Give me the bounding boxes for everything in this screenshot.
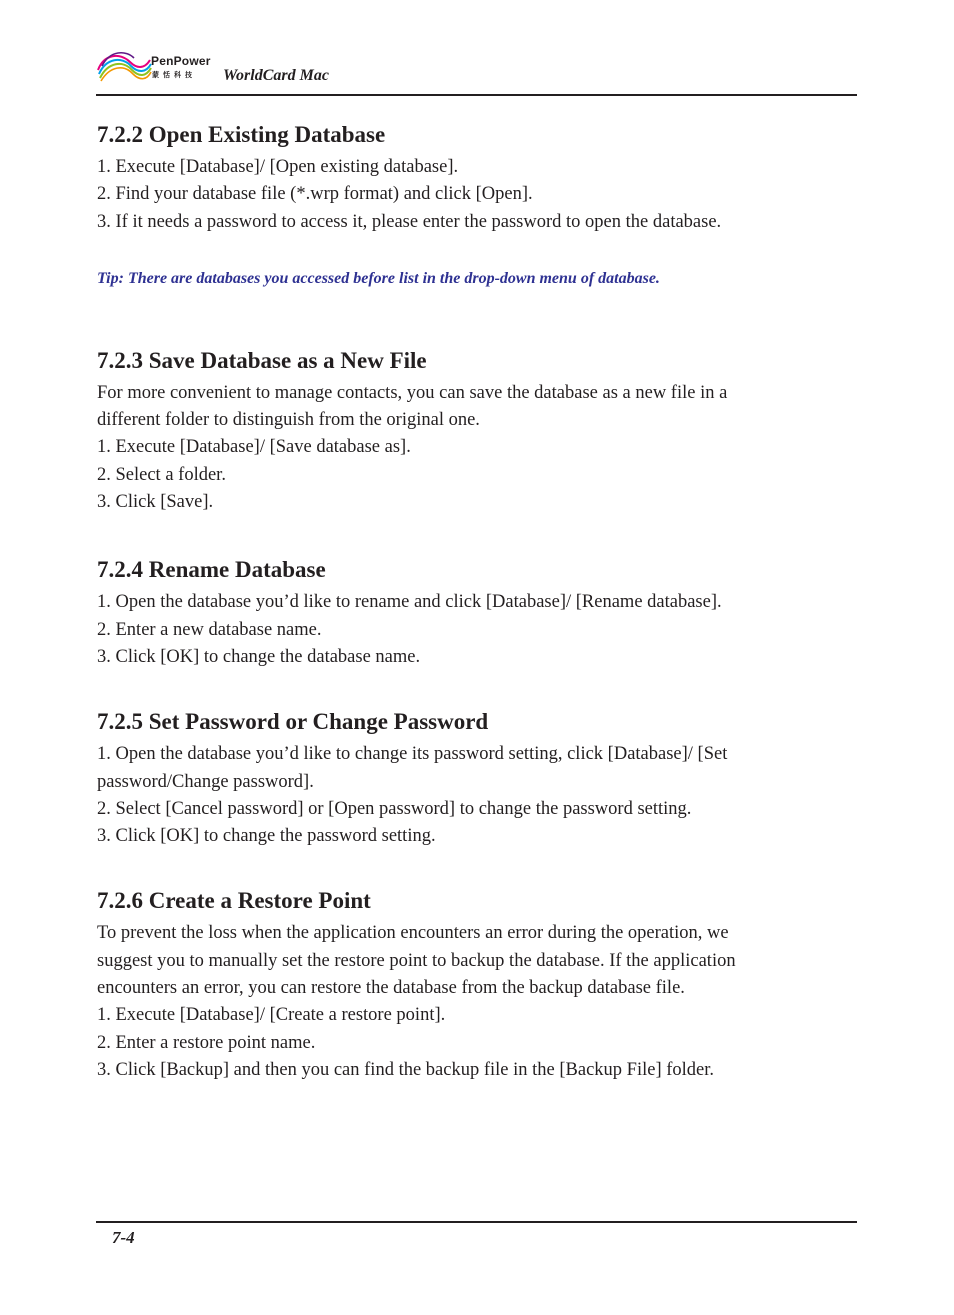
text-line: 3. Click [OK] to change the database name. — [97, 646, 421, 667]
text-line: To prevent the loss when the application encounters an error during the operation, we — [97, 923, 729, 944]
text-line: password/Change password]. — [97, 771, 314, 792]
header-title: WorldCard Mac — [223, 67, 329, 84]
section-heading: 7.2.2 Open Existing Database — [97, 122, 386, 147]
page-number: 7-4 — [112, 1228, 135, 1247]
section-set-password — [97, 707, 817, 850]
footer-divider — [96, 1221, 857, 1223]
header-divider — [96, 94, 857, 96]
text-line: 2. Select a folder. — [97, 464, 226, 485]
text-line: 2. Enter a new database name. — [97, 619, 322, 640]
text-line: 2. Find your database file (*.wrp format) and click [Open]. — [97, 184, 533, 205]
text-line: different folder to distinguish from the original one. — [97, 410, 480, 431]
text-line: 3. If it needs a password to access it, please enter the password to open the database. — [97, 211, 722, 232]
text-line: 1. Execute [Database]/ [Save database as]. — [97, 437, 411, 458]
page-content — [97, 120, 817, 1084]
text-line: 2. Select [Cancel password] or [Open password] to change the password setting. — [97, 798, 692, 819]
text-line: For more convenient to manage contacts, you can save the database as a new file in a — [97, 382, 728, 403]
section-heading: 7.2.6 Create a Restore Point — [97, 888, 371, 914]
section-rename-database — [97, 555, 817, 671]
brand-subtitle: 蒙恬科技 — [152, 71, 196, 79]
penpower-logo — [96, 48, 216, 88]
section-heading: 7.2.4 Rename Database — [97, 557, 326, 583]
text-line: 1. Execute [Database]/ [Create a restore point]. — [97, 1005, 446, 1026]
penpower-logo-icon — [96, 48, 152, 86]
text-line: 3. Click [Backup] and then you can find the backup file in the [Backup File] folder. — [97, 1059, 715, 1080]
text-line: suggest you to manually set the restore point to backup the database. If the application — [97, 950, 736, 971]
section-create-restore-point — [97, 886, 817, 1084]
text-line: 1. Execute [Database]/ [Open existing database]. — [97, 157, 459, 177]
tip-note: Tip: There are databases you accessed before list in the drop-down menu of database. — [97, 269, 660, 287]
text-line: encounters an error, you can restore the database from the backup database file. — [97, 978, 685, 999]
text-line: 1. Open the database you’d like to rename and click [Database]/ [Rename database]. — [97, 592, 722, 613]
text-line: 1. Open the database you’d like to change its password setting, click [Database]/ [Set — [97, 744, 728, 765]
section-open-existing-database — [97, 120, 817, 290]
section-save-database — [97, 346, 817, 516]
brand-name: PenPower — [151, 54, 211, 68]
text-line: 2. Enter a restore point name. — [97, 1032, 316, 1053]
section-heading: 7.2.5 Set Password or Change Password — [97, 709, 489, 735]
text-line: 3. Click [OK] to change the password setting. — [97, 826, 436, 847]
page-header — [96, 44, 857, 96]
text-line: 3. Click [Save]. — [97, 492, 214, 513]
section-heading: 7.2.3 Save Database as a New File — [97, 347, 427, 373]
